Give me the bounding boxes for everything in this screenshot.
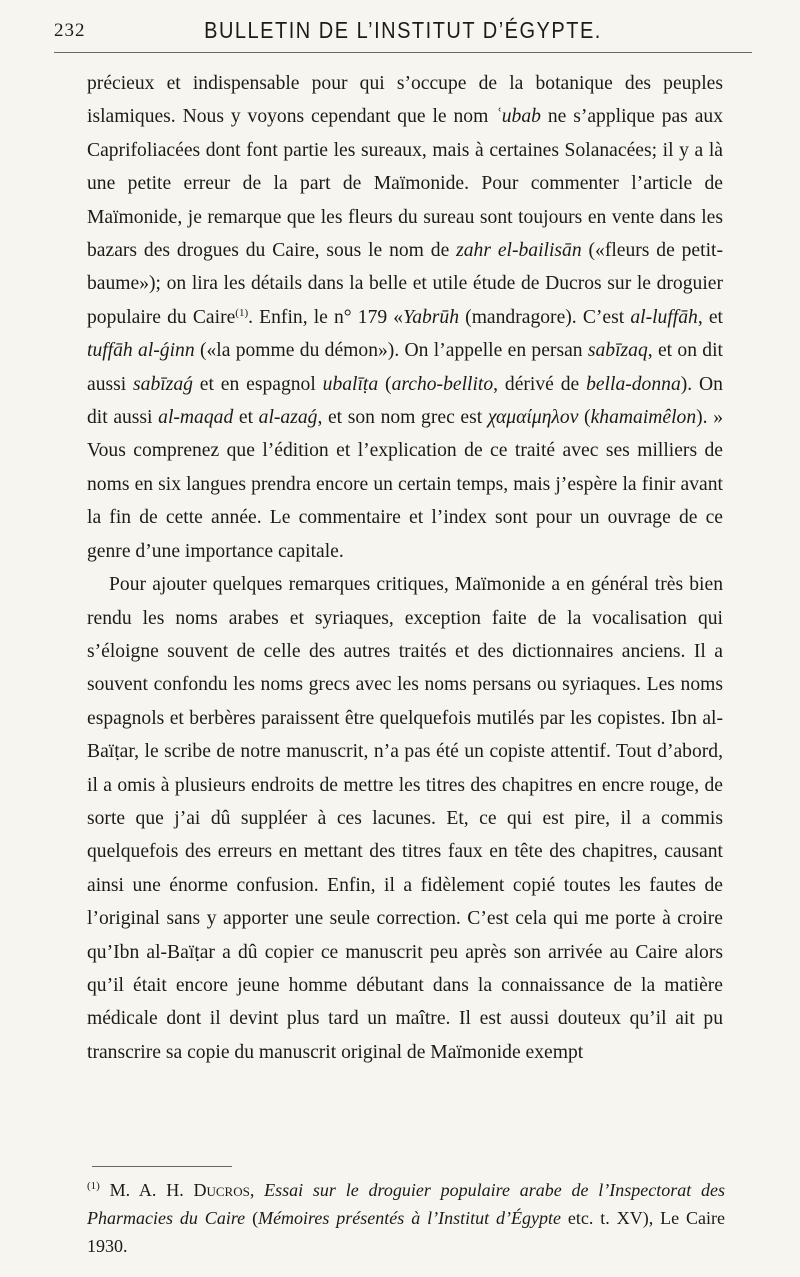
text-run: ne s’applique pas aux Caprifoliacées dont font partie les sureaux, mais à certaines Solanacées; il y a là une petite erreur de la part de Maïmonide. Pour commenter l’article de Maïmonide, je remarque que les fleurs du sureau sont toujours en vente dans les bazars des drogues du Caire, sous le nom de bbox=[87, 106, 723, 262]
text-run: , bbox=[249, 1180, 265, 1200]
text-run: , et bbox=[697, 306, 724, 328]
footnote-author: M. A. H. Ducros bbox=[109, 1180, 250, 1200]
italic-term: tuffāh al-ǵinn bbox=[87, 340, 195, 362]
text-run: précieux et indispensable pour qui s’occupe de la botanique des peuples islamiques. Nous y voyons cependant que le nom bbox=[87, 73, 723, 128]
text-run: ( bbox=[245, 1208, 259, 1228]
paragraph-1 bbox=[87, 67, 723, 568]
header-rule bbox=[54, 52, 752, 53]
text-run: et en espagnol bbox=[192, 373, 323, 395]
italic-term: Yabrūh bbox=[403, 306, 460, 328]
text-run: (mandragore). C’est bbox=[459, 306, 631, 328]
text-run: , et on dit aussi bbox=[87, 340, 723, 395]
text-run: . Enfin, le n° 179 « bbox=[248, 306, 404, 328]
italic-term: sabīzaǵ bbox=[133, 373, 193, 395]
italic-term: al-azaǵ bbox=[258, 407, 318, 429]
italic-term: al-maqad bbox=[158, 407, 234, 429]
footnote-rule bbox=[92, 1166, 232, 1167]
italic-term: al-luffāh bbox=[630, 306, 698, 328]
greek-term: χαμαίμηλον bbox=[487, 407, 579, 429]
text-run: («la pomme du démon»). On l’appelle en persan bbox=[194, 340, 588, 362]
italic-term: ubalīṭa bbox=[322, 373, 379, 395]
footnote-reference[interactable]: (1) bbox=[235, 306, 249, 319]
italic-term: sabīzaq bbox=[587, 340, 648, 362]
italic-term: archo-bellito bbox=[391, 373, 494, 395]
text-run: ( bbox=[578, 407, 591, 429]
text-run: etc. t. XV), Le Caire 1930. bbox=[87, 1208, 726, 1256]
paragraph-2: Pour ajouter quelques remarques critiques, Maïmonide a en général très bien rendu les noms arabes et syriaques, exception faite de la vocalisation qui s’éloigne souvent de celle des autres traités et des dictionnaires anciens. Il a souvent confondu les noms grecs avec les noms persans ou syriaques. Les noms espagnols et berbères paraissent être quelquefois mutilés par les copistes. Ibn al-Baïṭar, le scribe de notre manuscrit, n’a pas été un copiste attentif. Tout d’abord, il a omis à plusieurs endroits de mettre les titres des chapitres en encre rouge, de sorte que j’ai dû suppléer à ces lacunes. Et, ce qui est pire, il a commis quelquefois des erreurs en mettant des titres faux en tête des chapitres, causant ainsi une énorme confusion. Enfin, il a fidèlement copié toutes les fautes de l’original sans y apporter une seule correction. C’est cela qui me porte à croire qu’Ibn al-Baïṭar a dû copier ce manuscrit peu après son arrivée au Caire alors qu’il était encore jeune homme débutant dans la connaissance de la matière médicale dont il devint plus tard un maître. Il est aussi douteux qu’il ait pu transcrire sa copie du manuscrit original de Maïmonide exempt bbox=[87, 574, 723, 1063]
text-run: ( bbox=[378, 373, 392, 395]
footnote-marker: (1) bbox=[87, 1180, 100, 1192]
page-number: 232 bbox=[54, 20, 86, 41]
text-run: , et son nom grec est bbox=[317, 407, 488, 429]
page-header bbox=[54, 20, 752, 50]
italic-term: zahr el-bailisān bbox=[456, 240, 582, 262]
italic-term: bella-donna bbox=[586, 373, 681, 395]
footnote bbox=[87, 1176, 725, 1260]
body-text bbox=[87, 67, 723, 1069]
footnote-title: Essai sur le droguier populaire arabe de l’Inspectorat des Pharmacies du Caire bbox=[87, 1180, 726, 1228]
text-run: ). On dit aussi bbox=[87, 373, 723, 429]
text-run: («fleurs de petit-baume»); on lira les détails dans la belle et utile étude de Ducros sur le droguier populaire du Caire bbox=[87, 240, 723, 328]
italic-term: khamaimêlon bbox=[590, 407, 697, 429]
text-run: et bbox=[233, 407, 259, 429]
text-run: , dérivé de bbox=[493, 373, 587, 395]
footnote-series: Mémoires présentés à l’Institut d’Égypte bbox=[258, 1208, 561, 1228]
italic-term: ʿubab bbox=[495, 106, 541, 128]
text-run: ). » Vous comprenez que l’édition et l’explication de ce traité avec ses milliers de noms en six langues prendra encore un certain temps, mais j’espère la finir avant la fin de cette année. Le commentaire et l’index sont pour un ouvrage de ce genre d’une importance capitale. bbox=[87, 407, 724, 562]
running-title: BULLETIN DE L’INSTITUT D’ÉGYPTE. bbox=[204, 18, 602, 44]
